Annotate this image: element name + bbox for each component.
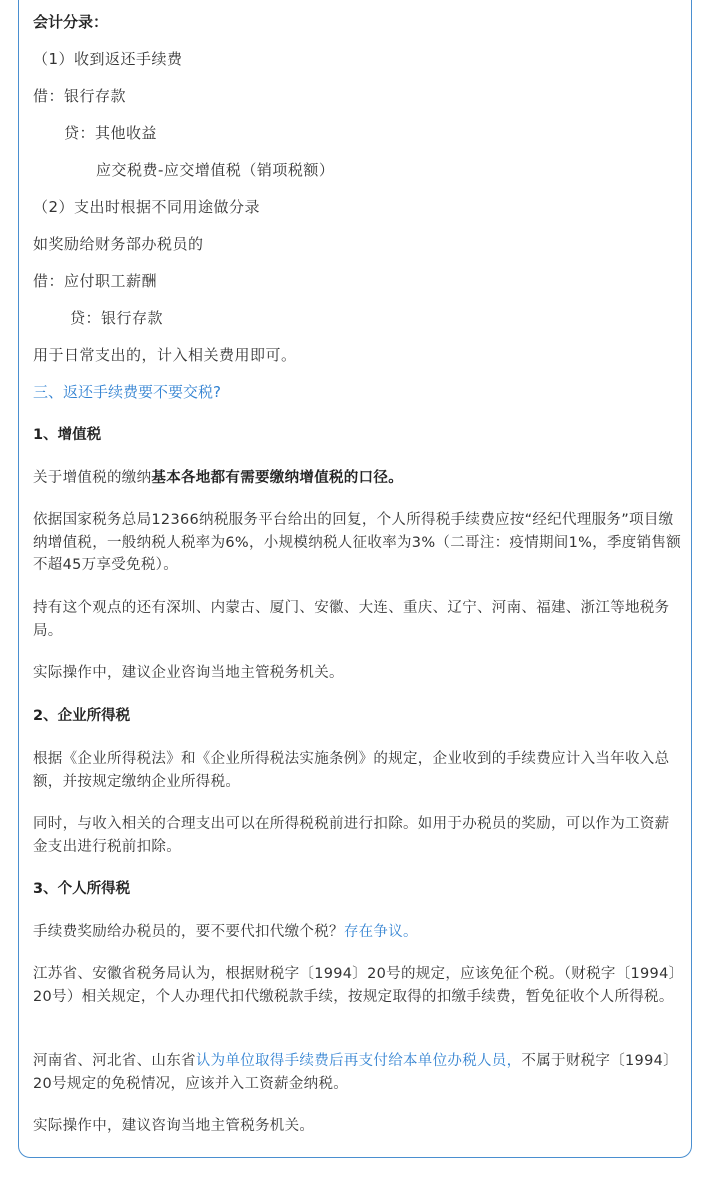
iit-p3-emphasis: 认为单位取得手续费后再支付给本单位办税人员， — [195, 1053, 522, 1069]
vat-p1-text: 关于增值税的缴纳 — [33, 470, 152, 486]
vat-paragraph-3: 持有这个观点的还有深圳、内蒙古、厦门、安徽、大连、重庆、辽宁、河南、福建、浙江等地税务局。 — [33, 600, 670, 639]
iit-title: 3、个人所得税 — [33, 881, 131, 897]
entry-credit-vat-output: 应交税费-应交增值税（销项税额） — [96, 161, 335, 179]
vat-paragraph-2: 依据国家税务总局12366纳税服务平台给出的回复，个人所得税手续费应按“经纪代理服务”项目缴纳增值税，一般纳税人税率为6%，小规模纳税人征收率为3%（二哥注：疫情期间1%，季度销售额不超45万享受免税）。 — [33, 512, 682, 573]
iit-p3-text: 河南省、河北省、山东省 — [33, 1053, 196, 1069]
iit-p1-controversy: 存在争议。 — [343, 924, 418, 940]
iit-paragraph-2: 江苏省、安徽省税务局认为，根据财税字〔1994〕20号的规定，应该免征个税。（财税字〔1994〕20号）相关规定，个人办理代扣代缴税款手续，按规定取得的扣缴手续费，暂免征收个人所得税。 — [33, 966, 677, 1005]
vat-title: 1、增值税 — [33, 427, 102, 443]
cit-title: 2、企业所得税 — [33, 708, 131, 724]
entry-credit-bank: 贷：银行存款 — [70, 309, 164, 327]
iit-paragraph-3 — [33, 1050, 681, 1095]
entry-credit-other-income: 贷：其他收益 — [64, 124, 158, 142]
vat-paragraph-1 — [33, 467, 681, 490]
entry-step-2: （2）支出时根据不同用途做分录 — [33, 198, 261, 216]
entry-daily-expense: 用于日常支出的，计入相关费用即可。 — [33, 346, 297, 364]
vat-p1-emphasis: 基本各地都有需要缴纳增值税的口径。 — [151, 470, 404, 486]
entry-debit-bank: 借：银行存款 — [33, 87, 127, 105]
cit-paragraph-1: 根据《企业所得税法》和《企业所得税法实施条例》的规定，企业收到的手续费应计入当年收入总额，并按规定缴纳企业所得税。 — [33, 751, 670, 790]
vat-paragraph-4: 实际操作中，建议企业咨询当地主管税务机关。 — [33, 665, 344, 681]
iit-paragraph-4: 实际操作中，建议咨询当地主管税务机关。 — [33, 1118, 315, 1134]
entry-example: 如奖励给财务部办税员的 — [33, 235, 204, 253]
iit-p3-suffix: 不属于财税字〔1994〕20号规定的免税情况，应该并入工资薪金纳税。 — [33, 1053, 678, 1092]
cit-paragraph-2: 同时，与收入相关的合理支出可以在所得税税前进行扣除。如用于办税员的奖励，可以作为工资薪金支出进行税前扣除。 — [33, 816, 670, 855]
section-3-title: 三、返还手续费要不要交税? — [33, 383, 221, 401]
iit-p1-text: 手续费奖励给办税员的，要不要代扣代缴个税？ — [33, 924, 344, 940]
entry-step-1: （1）收到返还手续费 — [33, 50, 183, 68]
entries-heading: 会计分录： — [33, 13, 109, 31]
iit-paragraph-1 — [33, 921, 681, 944]
entry-debit-payroll: 借：应付职工薪酬 — [33, 272, 158, 290]
